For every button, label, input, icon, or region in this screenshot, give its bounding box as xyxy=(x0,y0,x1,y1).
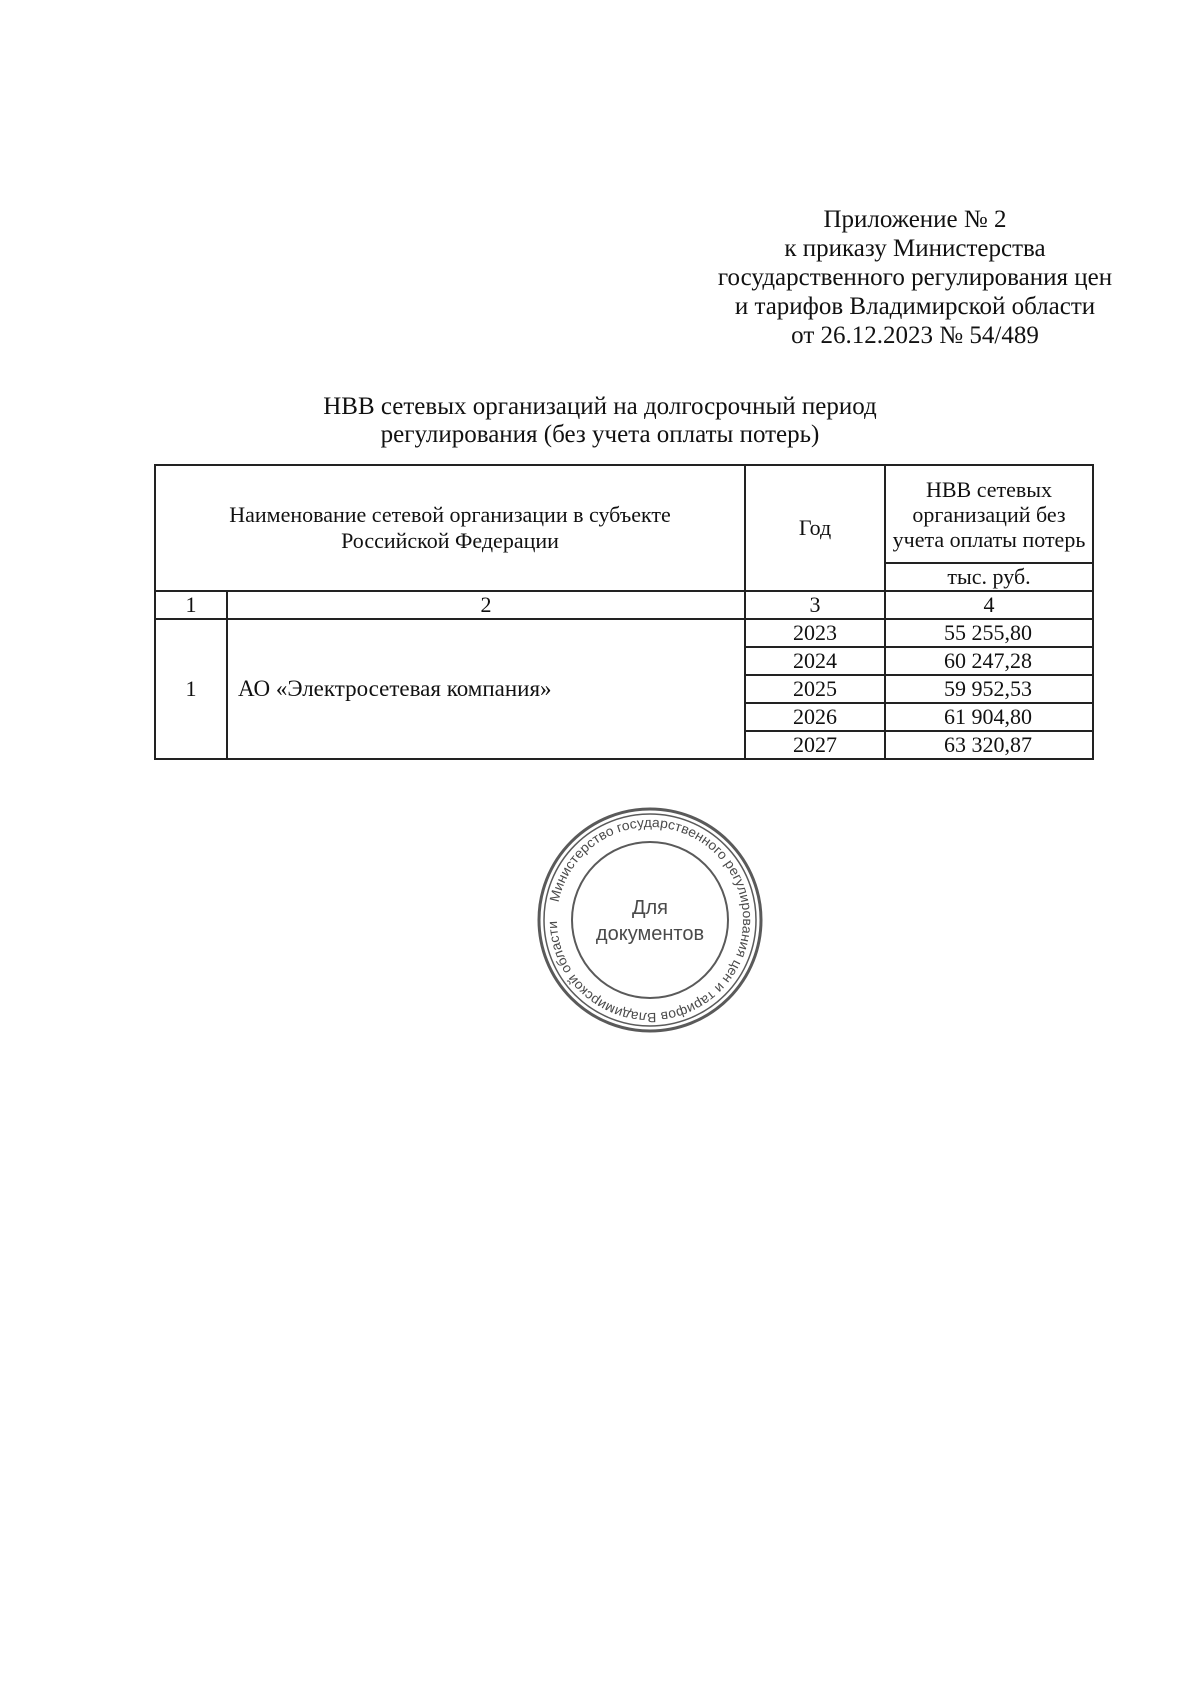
title-line-2: регулирования (без учета оплаты потерь) xyxy=(380,421,820,448)
year-cell: 2023 xyxy=(745,619,885,647)
official-stamp xyxy=(535,805,765,1035)
year-cell: 2025 xyxy=(745,675,885,703)
stamp-center-line-2: документов xyxy=(595,923,705,945)
organization-name: АО «Электросетевая компания» xyxy=(227,619,745,759)
column-number: 3 xyxy=(745,591,885,619)
stamp-center-line-1: Для xyxy=(631,897,669,919)
column-number: 2 xyxy=(227,591,745,619)
header-nvv: НВВ сетевых организаций без учета оплаты потерь xyxy=(885,465,1093,563)
header-year: Год xyxy=(745,465,885,591)
appendix-line: Приложение № 2 xyxy=(823,206,1007,233)
year-cell: 2024 xyxy=(745,647,885,675)
nvv-value-cell: 55 255,80 xyxy=(885,619,1093,647)
document-title xyxy=(250,393,950,449)
appendix-line: и тарифов Владимирской области xyxy=(734,293,1096,320)
year-cell: 2027 xyxy=(745,731,885,759)
column-number: 1 xyxy=(155,591,227,619)
table-row xyxy=(155,619,1093,647)
nvv-table xyxy=(154,464,1094,760)
appendix-block xyxy=(680,205,1150,350)
nvv-value-cell: 60 247,28 xyxy=(885,647,1093,675)
header-organization-name: Наименование сетевой организации в субъекте Российской Федерации xyxy=(155,465,745,591)
header-unit: тыс. руб. xyxy=(885,563,1093,591)
title-line-1: НВВ сетевых организаций на долгосрочный период xyxy=(323,393,877,420)
appendix-line: к приказу Министерства xyxy=(784,235,1046,262)
row-index: 1 xyxy=(155,619,227,759)
nvv-value-cell: 63 320,87 xyxy=(885,731,1093,759)
stamp-inner-ring xyxy=(572,842,728,998)
year-cell: 2026 xyxy=(745,703,885,731)
column-number: 4 xyxy=(885,591,1093,619)
stamp-ring-text: Министерство государственного регулирования цен и тарифов Владимирской области xyxy=(544,814,756,1026)
appendix-line: государственного регулирования цен xyxy=(717,264,1113,291)
appendix-line: от 26.12.2023 № 54/489 xyxy=(791,322,1039,349)
nvv-value-cell: 59 952,53 xyxy=(885,675,1093,703)
nvv-value-cell: 61 904,80 xyxy=(885,703,1093,731)
